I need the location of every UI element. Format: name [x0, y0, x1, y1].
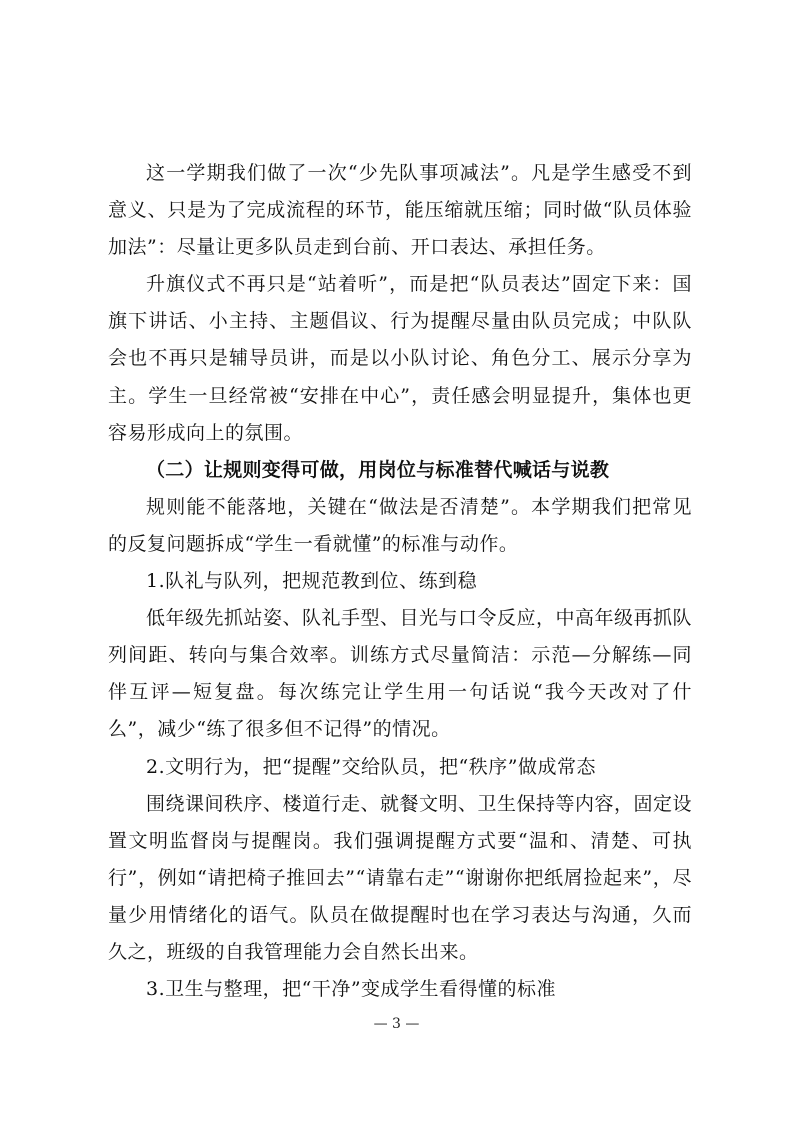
paragraph: 规则能不能落地，关键在“做法是否清楚”。本学期我们把常见的反复问题拆成“学生一看就懂”的标准与动作。 — [108, 495, 692, 555]
paragraph: 这一学期我们做了一次“少先队事项减法”。凡是学生感受不到意义、只是为了完成流程的环节，能压缩就压缩；同时做“队员体验加法”：尽量让更多队员走到台前、开口表达、承担任务。 — [108, 162, 692, 259]
page-number: — 3 — — [373, 1016, 420, 1032]
subsection-heading: 2.文明行为，把“提醒”交给队员，把“秩序”做成常态 — [146, 755, 596, 778]
section-heading: （二）让规则变得可做，用岗位与标准替代喊话与说教 — [146, 458, 610, 481]
paragraph: 低年级先抓站姿、队礼手型、目光与口令反应，中高年级再抓队列间距、转向与集合效率。训练方式尽量简洁：示范—分解练—同伴互评—短复盘。每次练完让学生用一句话说“我今天改对了什么”，减少“练了很多但不记得”的情况。 — [108, 607, 693, 741]
paragraph: 围绕课间秩序、楼道行走、就餐文明、卫生保持等内容，固定设置文明监督岗与提醒岗。我们强调提醒方式要“温和、清楚、可执行”，例如“请把椅子推回去”“请靠右走”“谢谢你把纸屑捡起来”，尽量少用情绪化的语气。队员在做提醒时也在学习表达与沟通，久而久之，班级的自我管理能力会自然长出来。 — [108, 792, 693, 963]
document-body — [108, 155, 692, 1008]
subsection-heading: 1.队礼与队列，把规范教到位、练到稳 — [146, 570, 478, 593]
subsection-heading: 3.卫生与整理，把“干净”变成学生看得懂的标准 — [146, 978, 557, 1001]
paragraph: 升旗仪式不再只是“站着听”，而是把“队员表达”固定下来：国旗下讲话、小主持、主题倡议、行为提醒尽量由队员完成；中队队会也不再只是辅导员讲，而是以小队讨论、角色分工、展示分享为主。学生一旦经常被“安排在中心”，责任感会明显提升，集体也更容易形成向上的氛围。 — [108, 273, 692, 444]
